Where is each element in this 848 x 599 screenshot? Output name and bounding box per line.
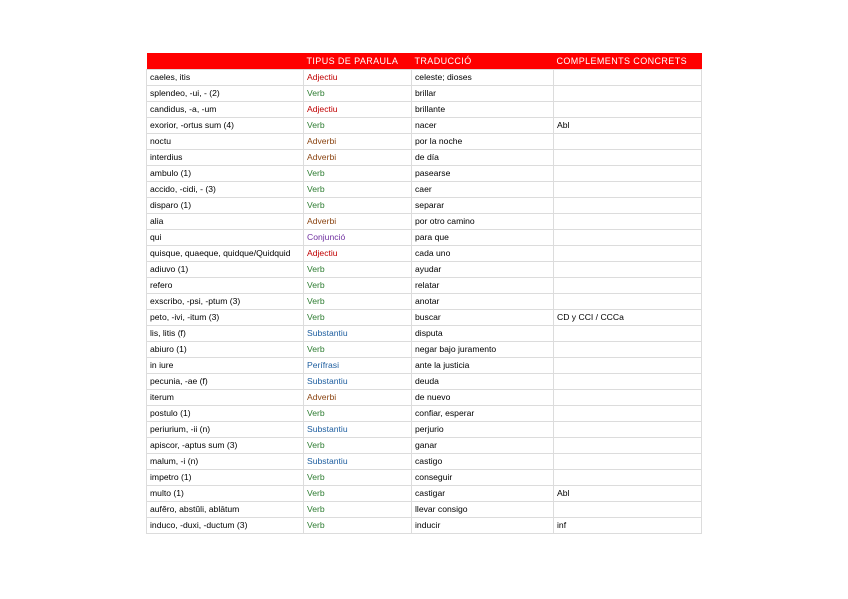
word-cell[interactable]: alia: [147, 214, 304, 230]
table-row: [147, 374, 702, 390]
table-row: [147, 422, 702, 438]
word-cell[interactable]: aufĕro, abstŭli, ablātum: [147, 502, 304, 518]
type-cell[interactable]: Verb: [304, 86, 412, 102]
translation-cell[interactable]: ayudar: [412, 262, 554, 278]
type-cell[interactable]: Verb: [304, 118, 412, 134]
word-cell[interactable]: lis, litis (f): [147, 326, 304, 342]
complement-cell[interactable]: [554, 230, 702, 246]
complement-cell[interactable]: [554, 326, 702, 342]
word-cell[interactable]: multo (1): [147, 486, 304, 502]
word-cell[interactable]: splendeo, -ui, - (2): [147, 86, 304, 102]
complement-cell[interactable]: [554, 454, 702, 470]
complement-cell[interactable]: [554, 502, 702, 518]
complement-cell[interactable]: [554, 150, 702, 166]
translation-cell[interactable]: de nuevo: [412, 390, 554, 406]
table-row: [147, 358, 702, 374]
word-cell[interactable]: interdius: [147, 150, 304, 166]
table-row: [147, 182, 702, 198]
complement-cell[interactable]: [554, 390, 702, 406]
complement-cell[interactable]: [554, 134, 702, 150]
complement-cell[interactable]: [554, 214, 702, 230]
complement-cell[interactable]: [554, 102, 702, 118]
table-row: [147, 294, 702, 310]
type-cell[interactable]: Verb: [304, 518, 412, 534]
word-cell[interactable]: malum, -i (n): [147, 454, 304, 470]
translation-cell[interactable]: nacer: [412, 118, 554, 134]
translation-cell[interactable]: separar: [412, 198, 554, 214]
type-cell[interactable]: Verb: [304, 438, 412, 454]
type-cell[interactable]: Verb: [304, 342, 412, 358]
table-row: [147, 198, 702, 214]
table-row: [147, 166, 702, 182]
table-row: [147, 230, 702, 246]
word-cell[interactable]: exscribo, -psi, -ptum (3): [147, 294, 304, 310]
complement-cell[interactable]: [554, 86, 702, 102]
word-cell[interactable]: induco, -duxi, -ductum (3): [147, 518, 304, 534]
type-cell[interactable]: Verb: [304, 278, 412, 294]
word-cell[interactable]: pecunia, -ae (f): [147, 374, 304, 390]
type-cell[interactable]: Verb: [304, 198, 412, 214]
type-cell[interactable]: Verb: [304, 182, 412, 198]
table-row: [147, 262, 702, 278]
translation-cell[interactable]: celeste; dioses: [412, 70, 554, 86]
word-cell[interactable]: adiuvo (1): [147, 262, 304, 278]
type-cell[interactable]: Adverbi: [304, 150, 412, 166]
translation-cell[interactable]: para que: [412, 230, 554, 246]
header-translation: TRADUCCIÓ: [412, 53, 554, 70]
word-cell[interactable]: iterum: [147, 390, 304, 406]
type-cell[interactable]: Substantiu: [304, 454, 412, 470]
word-cell[interactable]: noctu: [147, 134, 304, 150]
type-cell[interactable]: Substantiu: [304, 422, 412, 438]
table-row: [147, 70, 702, 86]
table-row: [147, 278, 702, 294]
complement-cell[interactable]: [554, 438, 702, 454]
complement-cell[interactable]: Abl: [554, 118, 702, 134]
type-cell[interactable]: Substantiu: [304, 374, 412, 390]
type-cell[interactable]: Adjectiu: [304, 102, 412, 118]
type-cell[interactable]: Adjectiu: [304, 246, 412, 262]
complement-cell[interactable]: [554, 406, 702, 422]
translation-cell[interactable]: brillar: [412, 86, 554, 102]
translation-cell[interactable]: anotar: [412, 294, 554, 310]
word-cell[interactable]: apiscor, -aptus sum (3): [147, 438, 304, 454]
table-row: [147, 310, 702, 326]
table-row: [147, 86, 702, 102]
complement-cell[interactable]: [554, 374, 702, 390]
complement-cell[interactable]: [554, 166, 702, 182]
word-cell[interactable]: quisque, quaeque, quidque/Quidquid: [147, 246, 304, 262]
translation-cell[interactable]: negar bajo juramento: [412, 342, 554, 358]
word-cell[interactable]: abiuro (1): [147, 342, 304, 358]
translation-cell[interactable]: deuda: [412, 374, 554, 390]
type-cell[interactable]: Verb: [304, 502, 412, 518]
complement-cell[interactable]: [554, 278, 702, 294]
type-cell[interactable]: Verb: [304, 294, 412, 310]
translation-cell[interactable]: ante la justicia: [412, 358, 554, 374]
complement-cell[interactable]: Abl: [554, 486, 702, 502]
table-row: [147, 486, 702, 502]
header-complements: COMPLEMENTS CONCRETS: [554, 53, 702, 70]
complement-cell[interactable]: [554, 342, 702, 358]
header-row: [147, 53, 702, 70]
table-body: [147, 70, 702, 534]
translation-cell[interactable]: buscar: [412, 310, 554, 326]
type-cell[interactable]: Verb: [304, 470, 412, 486]
header-word-type: TIPUS DE PARAULA: [304, 53, 412, 70]
translation-cell[interactable]: inducir: [412, 518, 554, 534]
table-row: [147, 246, 702, 262]
type-cell[interactable]: Verb: [304, 486, 412, 502]
table-row: [147, 438, 702, 454]
vocabulary-table: [146, 53, 702, 534]
translation-cell[interactable]: por la noche: [412, 134, 554, 150]
complement-cell[interactable]: [554, 262, 702, 278]
complement-cell[interactable]: [554, 470, 702, 486]
translation-cell[interactable]: llevar consigo: [412, 502, 554, 518]
word-cell[interactable]: periurium, -ii (n): [147, 422, 304, 438]
header-word: [147, 53, 304, 70]
translation-cell[interactable]: ganar: [412, 438, 554, 454]
word-cell[interactable]: qui: [147, 230, 304, 246]
word-cell[interactable]: peto, -ivi, -itum (3): [147, 310, 304, 326]
table-row: [147, 214, 702, 230]
table-row: [147, 470, 702, 486]
table-row: [147, 390, 702, 406]
complement-cell[interactable]: [554, 246, 702, 262]
table-row: [147, 102, 702, 118]
type-cell[interactable]: Adverbi: [304, 390, 412, 406]
translation-cell[interactable]: castigar: [412, 486, 554, 502]
table-row: [147, 406, 702, 422]
table-row: [147, 454, 702, 470]
word-cell[interactable]: ambulo (1): [147, 166, 304, 182]
translation-cell[interactable]: perjurio: [412, 422, 554, 438]
type-cell[interactable]: Verb: [304, 406, 412, 422]
complement-cell[interactable]: CD y CCI / CCCa: [554, 310, 702, 326]
word-cell[interactable]: refero: [147, 278, 304, 294]
translation-cell[interactable]: castigo: [412, 454, 554, 470]
type-cell[interactable]: Adjectiu: [304, 70, 412, 86]
translation-cell[interactable]: disputa: [412, 326, 554, 342]
word-cell[interactable]: disparo (1): [147, 198, 304, 214]
translation-cell[interactable]: caer: [412, 182, 554, 198]
complement-cell[interactable]: [554, 198, 702, 214]
type-cell[interactable]: Verb: [304, 310, 412, 326]
type-cell[interactable]: Conjunció: [304, 230, 412, 246]
complement-cell[interactable]: [554, 294, 702, 310]
word-cell[interactable]: in iure: [147, 358, 304, 374]
type-cell[interactable]: Adverbi: [304, 134, 412, 150]
word-cell[interactable]: postulo (1): [147, 406, 304, 422]
type-cell[interactable]: Verb: [304, 166, 412, 182]
translation-cell[interactable]: brillante: [412, 102, 554, 118]
complement-cell[interactable]: [554, 70, 702, 86]
type-cell[interactable]: Verb: [304, 262, 412, 278]
table-row: [147, 342, 702, 358]
table-row: [147, 502, 702, 518]
word-cell[interactable]: exorior, -ortus sum (4): [147, 118, 304, 134]
translation-cell[interactable]: relatar: [412, 278, 554, 294]
translation-cell[interactable]: pasearse: [412, 166, 554, 182]
word-cell[interactable]: impetro (1): [147, 470, 304, 486]
word-cell[interactable]: accido, -cidi, - (3): [147, 182, 304, 198]
complement-cell[interactable]: [554, 422, 702, 438]
translation-cell[interactable]: cada uno: [412, 246, 554, 262]
type-cell[interactable]: Perífrasi: [304, 358, 412, 374]
translation-cell[interactable]: por otro camino: [412, 214, 554, 230]
word-cell[interactable]: caeles, itis: [147, 70, 304, 86]
table-row: [147, 134, 702, 150]
table-row: [147, 518, 702, 534]
translation-cell[interactable]: de día: [412, 150, 554, 166]
complement-cell[interactable]: inf: [554, 518, 702, 534]
table-row: [147, 118, 702, 134]
table-row: [147, 150, 702, 166]
translation-cell[interactable]: confiar, esperar: [412, 406, 554, 422]
translation-cell[interactable]: conseguir: [412, 470, 554, 486]
type-cell[interactable]: Substantiu: [304, 326, 412, 342]
word-cell[interactable]: candidus, -a, -um: [147, 102, 304, 118]
table-row: [147, 326, 702, 342]
complement-cell[interactable]: [554, 182, 702, 198]
type-cell[interactable]: Adverbi: [304, 214, 412, 230]
complement-cell[interactable]: [554, 358, 702, 374]
